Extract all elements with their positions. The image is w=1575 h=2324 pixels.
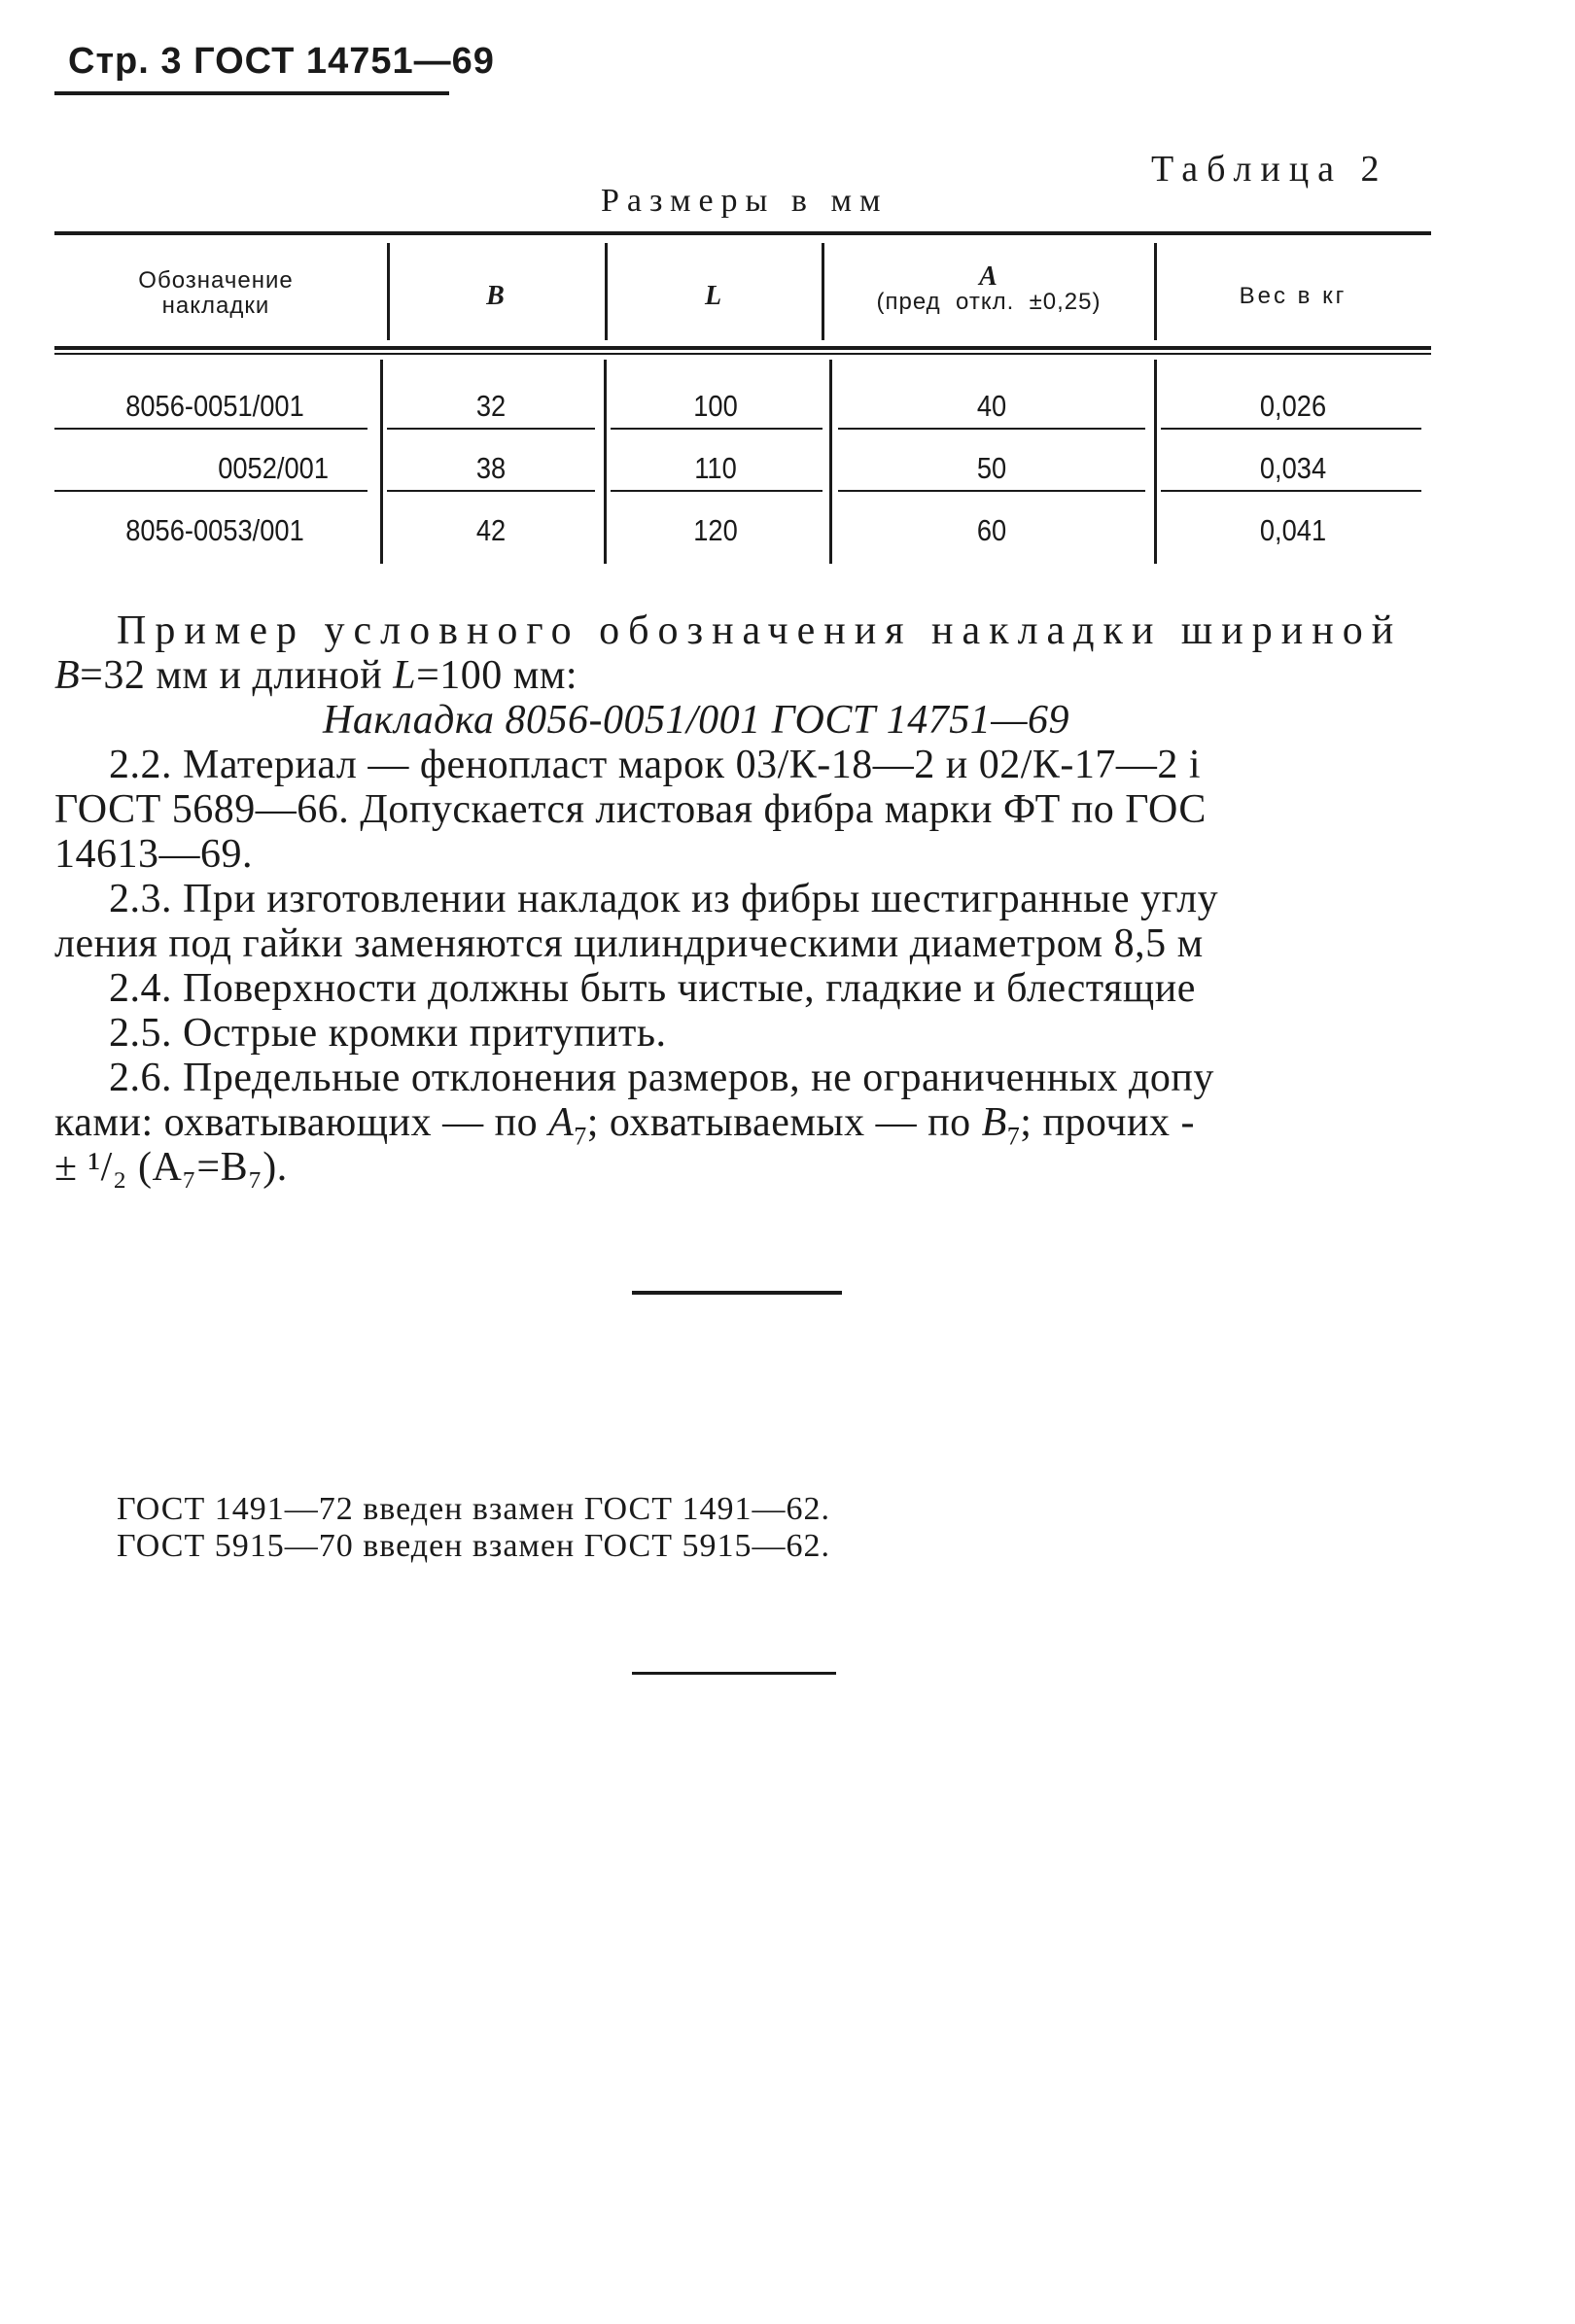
cell-a: 60 [976, 513, 1007, 547]
symbol-b: B [54, 653, 81, 698]
table-units: Размеры в мм [601, 183, 889, 219]
header-designation [70, 268, 362, 319]
col-divider [1154, 243, 1157, 340]
header-a [838, 261, 1139, 315]
cell-b: 42 [475, 513, 507, 547]
cell-b: 38 [475, 451, 507, 485]
footnote-1: ГОСТ 1491—72 введен взамен ГОСТ 1491—62. [117, 1491, 830, 1527]
row-rule [611, 490, 822, 492]
cell-l: 100 [693, 389, 738, 423]
row-rule [54, 428, 368, 430]
subscript-7: 7 [574, 1122, 587, 1151]
col-divider [387, 243, 390, 340]
para-2-6-line3: ± ¹/₂ (A₇=B₇). [54, 1145, 288, 1190]
header-designation-line1: Обозначение [138, 267, 294, 294]
para-2-6-line2-a: ками: охватывающих — по [54, 1100, 549, 1145]
para-2-2-line2: ГОСТ 5689—66. Допускается листовая фибра марки ФТ по ГОС [54, 787, 1207, 832]
cell-weight: 0,041 [1259, 513, 1327, 547]
col-divider [380, 360, 383, 564]
example-line1: Пример условного обозначения накладки шириной [117, 608, 1403, 653]
header-a-tolerance: (пред откл. ±0,25) [876, 289, 1102, 315]
header-a-symbol: A [979, 261, 998, 292]
subscript-7: 7 [1006, 1122, 1021, 1151]
page-header: Стр. 3 ГОСТ 14751—69 [68, 41, 495, 82]
table-header-rule-2 [54, 353, 1431, 355]
col-divider [829, 360, 832, 564]
para-2-6-line2-b: ; охватываемых — по [586, 1100, 982, 1145]
symbol-b7: B [981, 1100, 1007, 1145]
row-rule [54, 490, 368, 492]
example-line2-end: =100 мм: [416, 653, 578, 698]
para-2-3-line2: ления под гайки заменяются цилиндрическими диаметром 8,5 м [54, 921, 1204, 966]
row-rule [838, 428, 1145, 430]
cell-designation: 0052/001 [218, 451, 329, 485]
row-rule [1161, 428, 1421, 430]
cell-designation: 8056-0051/001 [125, 389, 304, 423]
para-2-5: 2.5. Острые кромки притупить. [109, 1011, 667, 1056]
para-2-3-line1: 2.3. При изготовлении накладок из фибры шестигранные углу [109, 877, 1219, 921]
symbol-a7: A [548, 1100, 575, 1145]
col-divider [604, 360, 607, 564]
cell-l: 110 [694, 451, 737, 485]
section-divider [632, 1291, 842, 1295]
cell-weight: 0,026 [1259, 389, 1327, 423]
cell-a: 50 [976, 451, 1007, 485]
header-underline [54, 91, 449, 95]
cell-weight: 0,034 [1259, 451, 1327, 485]
header-designation-line2: накладки [161, 293, 270, 319]
header-weight: Вес в кг [1239, 283, 1348, 309]
para-2-6-line2-c: ; прочих - [1020, 1100, 1195, 1145]
header-l: L [704, 281, 723, 311]
row-rule [387, 490, 595, 492]
cell-l: 120 [693, 513, 738, 547]
table-top-rule [54, 231, 1431, 235]
header-b: B [486, 281, 506, 311]
example-line2 [54, 653, 578, 698]
example-designation: Накладка 8056-0051/001 ГОСТ 14751—69 [323, 698, 1070, 743]
cell-b: 32 [475, 389, 507, 423]
table-caption: Таблица 2 [1151, 149, 1388, 190]
cell-a: 40 [976, 389, 1007, 423]
end-divider [632, 1672, 836, 1675]
col-divider [822, 243, 824, 340]
symbol-l: L [393, 653, 417, 698]
col-divider [605, 243, 608, 340]
row-rule [611, 428, 822, 430]
cell-designation: 8056-0053/001 [125, 513, 304, 547]
row-rule [1161, 490, 1421, 492]
col-divider [1154, 360, 1157, 564]
table-header-rule [54, 346, 1431, 350]
para-2-6-line1: 2.6. Предельные отклонения размеров, не ограниченных допу [109, 1056, 1214, 1100]
para-2-2-line1: 2.2. Материал — фенопласт марок 03/К-18—2 и 02/К-17—2 і [109, 743, 1202, 787]
example-line2-mid: =32 мм и длиной [80, 653, 394, 698]
footnote-2: ГОСТ 5915—70 введен взамен ГОСТ 5915—62. [117, 1528, 830, 1564]
row-rule [838, 490, 1145, 492]
row-rule [387, 428, 595, 430]
para-2-2-line3: 14613—69. [54, 832, 253, 877]
para-2-4: 2.4. Поверхности должны быть чистые, гладкие и блестящие [109, 966, 1196, 1011]
